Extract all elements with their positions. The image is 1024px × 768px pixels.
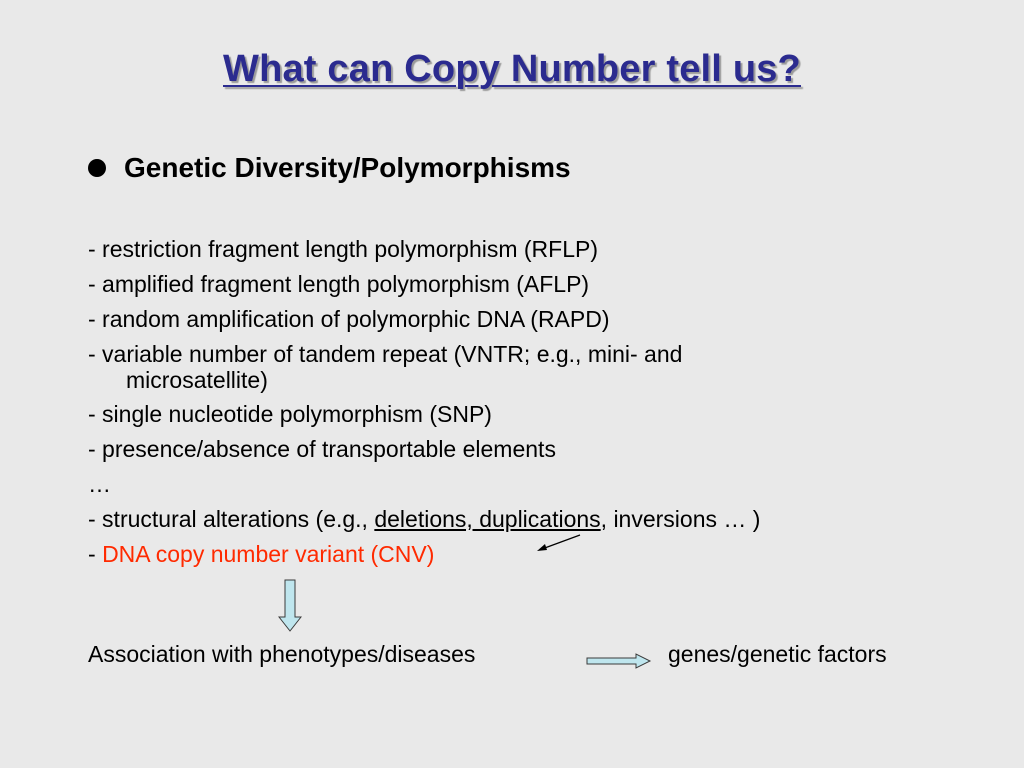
- down-arrow-icon: [278, 579, 302, 633]
- pointer-arrow-icon: [534, 532, 584, 554]
- list-item-transportable: - presence/absence of transportable elements: [88, 436, 556, 462]
- list-item-ellipsis: …: [88, 471, 111, 497]
- list-item-rapd: - random amplification of polymorphic DNA (RAPD): [88, 306, 610, 332]
- list-item-cnv: [88, 541, 434, 567]
- cnv-highlight: DNA copy number variant (CNV): [102, 541, 435, 567]
- list-item-snp: - single nucleotide polymorphism (SNP): [88, 401, 492, 427]
- list-item-vntr: - variable number of tandem repeat (VNTR; e.g., mini- and: [88, 341, 683, 367]
- main-bullet-label: Genetic Diversity/Polymorphisms: [124, 152, 571, 183]
- list-item-aflp: - amplified fragment length polymorphism (AFLP): [88, 271, 590, 297]
- structural-prefix: - structural alterations (e.g.,: [88, 506, 375, 532]
- list-item-rflp: - restriction fragment length polymorphism (RFLP): [88, 236, 598, 262]
- list-item-vntr-continued: microsatellite): [126, 367, 268, 393]
- structural-suffix: , inversions … ): [600, 506, 761, 532]
- cnv-prefix: -: [88, 541, 103, 567]
- bullet-dot-icon: [88, 159, 106, 177]
- slide-title: What can Copy Number tell us?: [223, 48, 801, 90]
- association-right: genes/genetic factors: [668, 641, 887, 667]
- association-left: Association with phenotypes/diseases: [88, 641, 476, 667]
- structural-underlined: deletions, duplications: [374, 506, 601, 532]
- right-arrow-icon: [586, 652, 652, 670]
- list-item-structural: [88, 506, 760, 532]
- main-bullet: [88, 152, 571, 184]
